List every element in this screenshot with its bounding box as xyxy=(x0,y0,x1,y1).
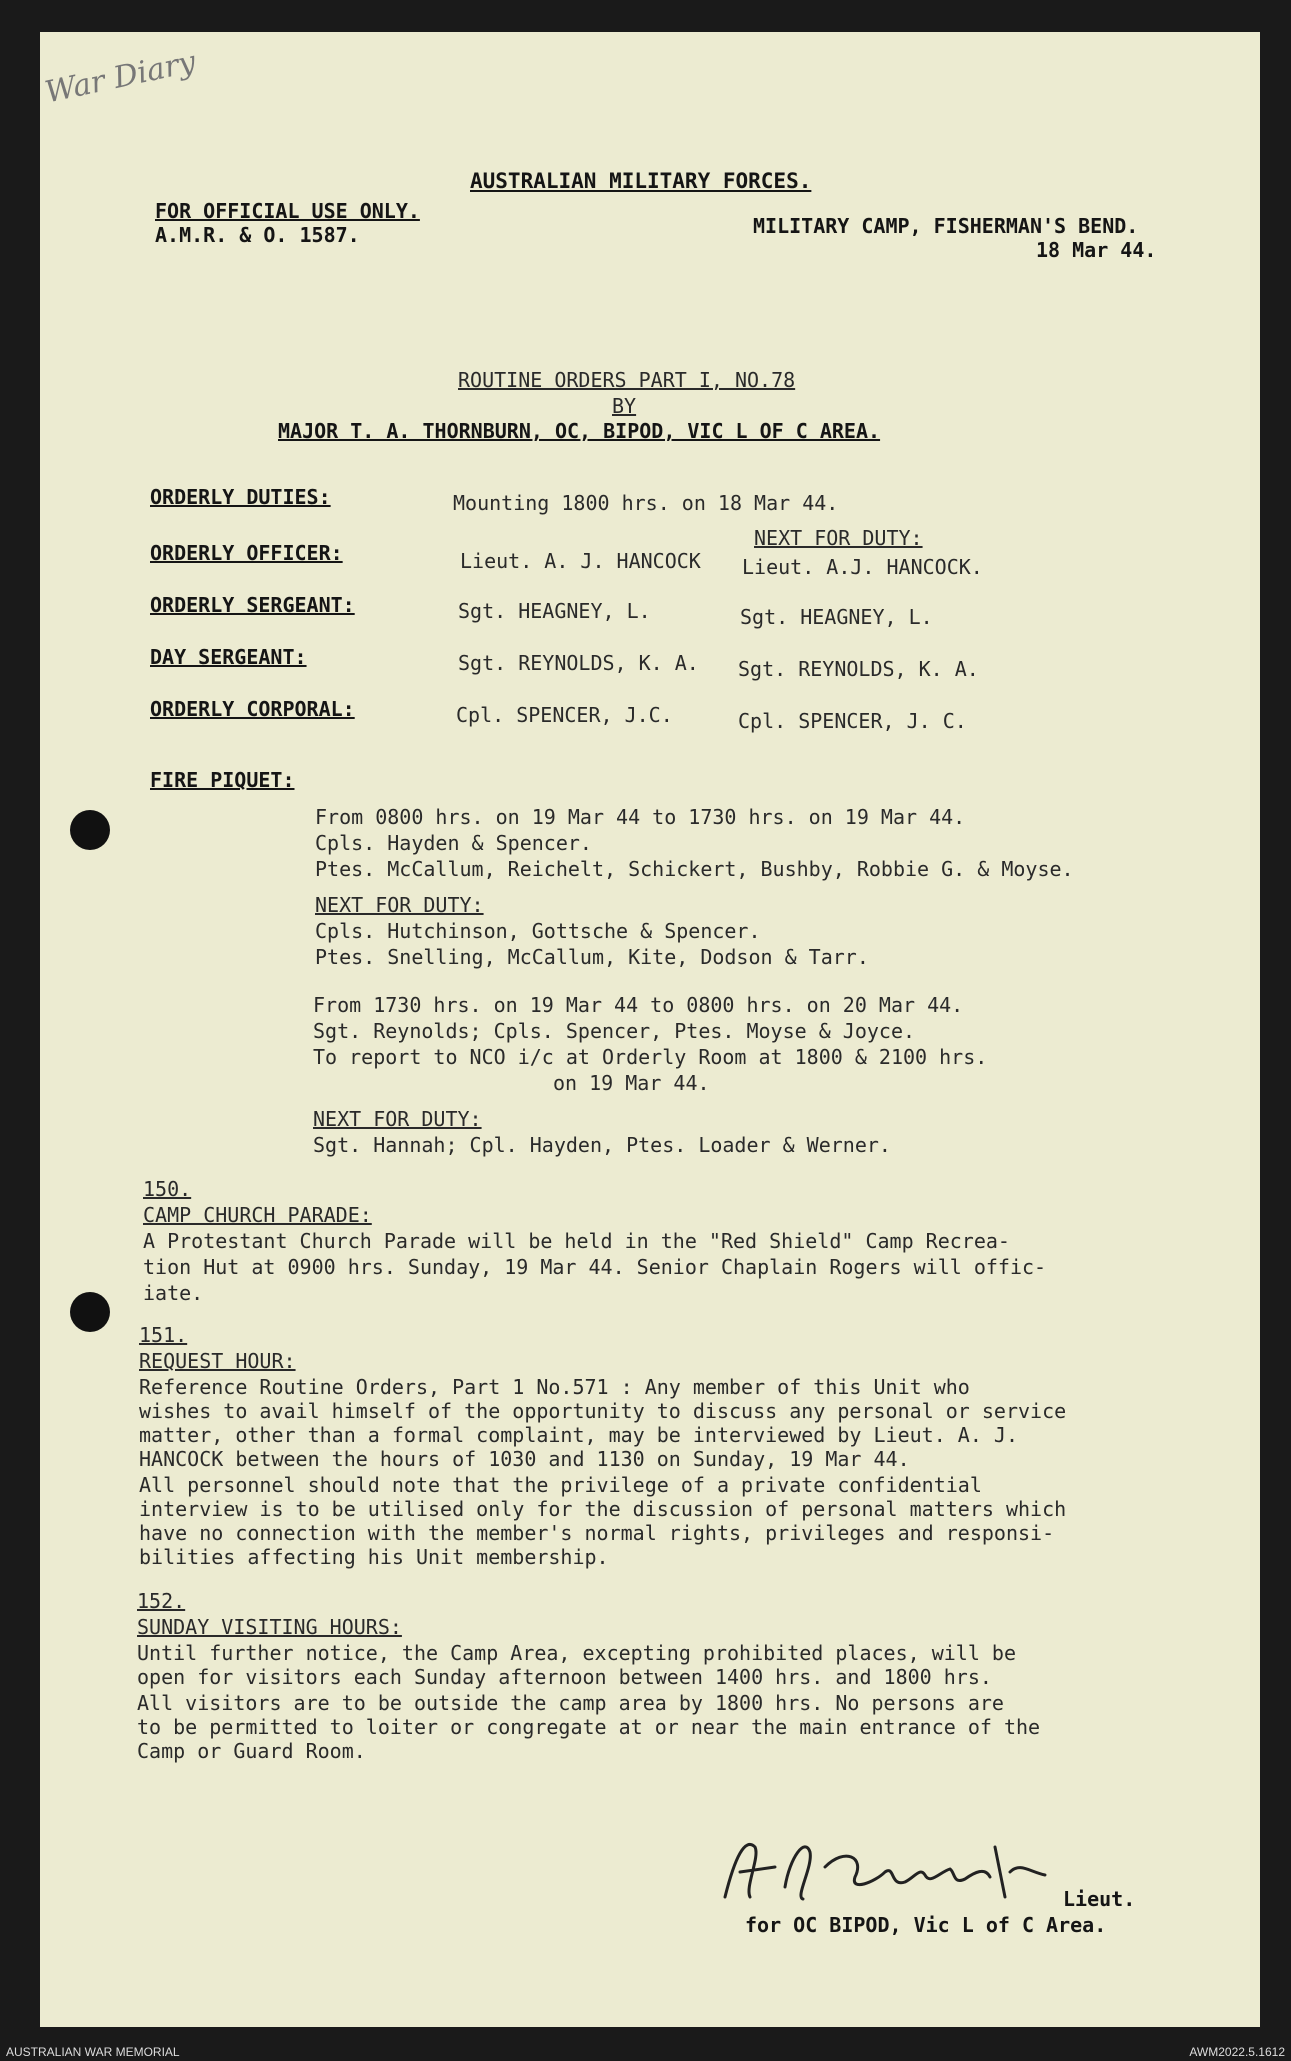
label-orderly-duties: ORDERLY DUTIES: xyxy=(150,485,331,509)
order-line: have no connection with the member's normal rights, privileges and responsi- xyxy=(139,1521,1055,1545)
orderly-corporal-next: Cpl. SPENCER, J. C. xyxy=(738,709,967,733)
order-line: HANCOCK between the hours of 1030 and 1130 on Sunday, 19 Mar 44. xyxy=(139,1447,910,1471)
org-heading: AUSTRALIAN MILITARY FORCES. xyxy=(470,169,812,193)
order-line: tion Hut at 0900 hrs. Sunday, 19 Mar 44. Senior Chaplain Rogers will offic- xyxy=(143,1255,1047,1279)
order-line: All visitors are to be outside the camp area by 1800 hrs. No persons are xyxy=(137,1691,1004,1715)
order-line: matter, other than a formal complaint, may be interviewed by Lieut. A. J. xyxy=(139,1423,1018,1447)
order-line: All personnel should note that the privilege of a private confidential xyxy=(139,1473,982,1497)
day-sergeant-current: Sgt. REYNOLDS, K. A. xyxy=(458,651,699,675)
mounting-time: Mounting 1800 hrs. on 18 Mar 44. xyxy=(453,491,839,515)
fire-piquet-next-line: Sgt. Hannah; Cpl. Hayden, Ptes. Loader & Werner. xyxy=(313,1133,891,1157)
footer-accession: AWM2022.5.1612 xyxy=(1189,2045,1285,2059)
order-number: 152. xyxy=(137,1589,186,1613)
order-line: Reference Routine Orders, Part 1 No.571 : Any member of this Unit who xyxy=(139,1375,970,1399)
fire-piquet-next-heading: NEXT FOR DUTY: xyxy=(313,1107,482,1131)
fire-piquet-line: Sgt. Reynolds; Cpls. Spencer, Ptes. Moyse & Joyce. xyxy=(313,1019,916,1043)
orderly-sergeant-current: Sgt. HEAGNEY, L. xyxy=(458,599,651,623)
label-orderly-corporal: ORDERLY CORPORAL: xyxy=(150,697,355,721)
order-line: A Protestant Church Parade will be held in the "Red Shield" Camp Recrea- xyxy=(143,1229,1010,1253)
fire-piquet-line: on 19 Mar 44. xyxy=(553,1071,710,1095)
label-day-sergeant: DAY SERGEANT: xyxy=(150,645,307,669)
fire-piquet-line: From 1730 hrs. on 19 Mar 44 to 0800 hrs. on 20 Mar 44. xyxy=(313,993,964,1017)
pencil-note: War Diary xyxy=(42,44,199,111)
punch-hole xyxy=(70,1292,110,1332)
label-orderly-sergeant: ORDERLY SERGEANT: xyxy=(150,593,355,617)
order-line: to be permitted to loiter or congregate at or near the main entrance of the xyxy=(137,1715,1041,1739)
order-heading: SUNDAY VISITING HOURS: xyxy=(137,1615,402,1639)
orderly-officer-next: Lieut. A.J. HANCOCK. xyxy=(742,555,983,579)
order-line: wishes to avail himself of the opportunity to discuss any personal or service xyxy=(139,1399,1067,1423)
official-use: FOR OFFICIAL USE ONLY. xyxy=(155,199,420,223)
order-line: Camp or Guard Room. xyxy=(137,1739,366,1763)
issue-date: 18 Mar 44. xyxy=(1036,238,1157,262)
fire-piquet-next-line: Cpls. Hutchinson, Gottsche & Spencer. xyxy=(315,919,761,943)
order-line: interview is to be utilised only for the discussion of personal matters which xyxy=(139,1497,1067,1521)
next-for-duty-heading: NEXT FOR DUTY: xyxy=(754,526,923,550)
order-heading: CAMP CHURCH PARADE: xyxy=(143,1203,372,1227)
footer-credit: AUSTRALIAN WAR MEMORIAL xyxy=(6,2045,180,2059)
signatory-rank: Lieut. xyxy=(1063,1887,1136,1911)
order-heading: REQUEST HOUR: xyxy=(139,1349,296,1373)
order-line: bilities affecting his Unit membership. xyxy=(139,1545,609,1569)
amr-ref: A.M.R. & O. 1587. xyxy=(155,223,360,247)
fire-piquet-line: Cpls. Hayden & Spencer. xyxy=(315,831,592,855)
orders-authority: MAJOR T. A. THORNBURN, OC, BIPOD, VIC L OF C AREA. xyxy=(278,419,881,443)
fire-piquet-next-line: Ptes. Snelling, McCallum, Kite, Dodson & Tarr. xyxy=(315,945,869,969)
label-orderly-officer: ORDERLY OFFICER: xyxy=(150,541,343,565)
orderly-sergeant-next: Sgt. HEAGNEY, L. xyxy=(740,605,933,629)
fire-piquet-line: To report to NCO i/c at Orderly Room at 1800 & 2100 hrs. xyxy=(313,1045,988,1069)
handwritten-signature xyxy=(715,1827,1075,1917)
orders-title: ROUTINE ORDERS PART I, NO.78 xyxy=(458,368,796,392)
punch-hole xyxy=(70,810,110,850)
order-line: open for visitors each Sunday afternoon between 1400 hrs. and 1800 hrs. xyxy=(137,1665,992,1689)
signatory-for: for OC BIPOD, Vic L of C Area. xyxy=(745,1913,1107,1937)
label-fire-piquet: FIRE PIQUET: xyxy=(150,768,295,792)
orderly-corporal-current: Cpl. SPENCER, J.C. xyxy=(456,703,673,727)
camp-location: MILITARY CAMP, FISHERMAN'S BEND. xyxy=(753,214,1139,238)
orders-by: BY xyxy=(612,394,637,418)
document-page xyxy=(40,32,1260,2027)
fire-piquet-line: Ptes. McCallum, Reichelt, Schickert, Bushby, Robbie G. & Moyse. xyxy=(315,857,1074,881)
fire-piquet-line: From 0800 hrs. on 19 Mar 44 to 1730 hrs. on 19 Mar 44. xyxy=(315,805,966,829)
order-line: Until further notice, the Camp Area, excepting prohibited places, will be xyxy=(137,1641,1016,1665)
order-number: 150. xyxy=(143,1177,192,1201)
fire-piquet-next-heading: NEXT FOR DUTY: xyxy=(315,893,484,917)
day-sergeant-next: Sgt. REYNOLDS, K. A. xyxy=(738,657,979,681)
order-line: iate. xyxy=(143,1281,204,1305)
order-number: 151. xyxy=(139,1323,188,1347)
orderly-officer-current: Lieut. A. J. HANCOCK xyxy=(460,549,701,573)
